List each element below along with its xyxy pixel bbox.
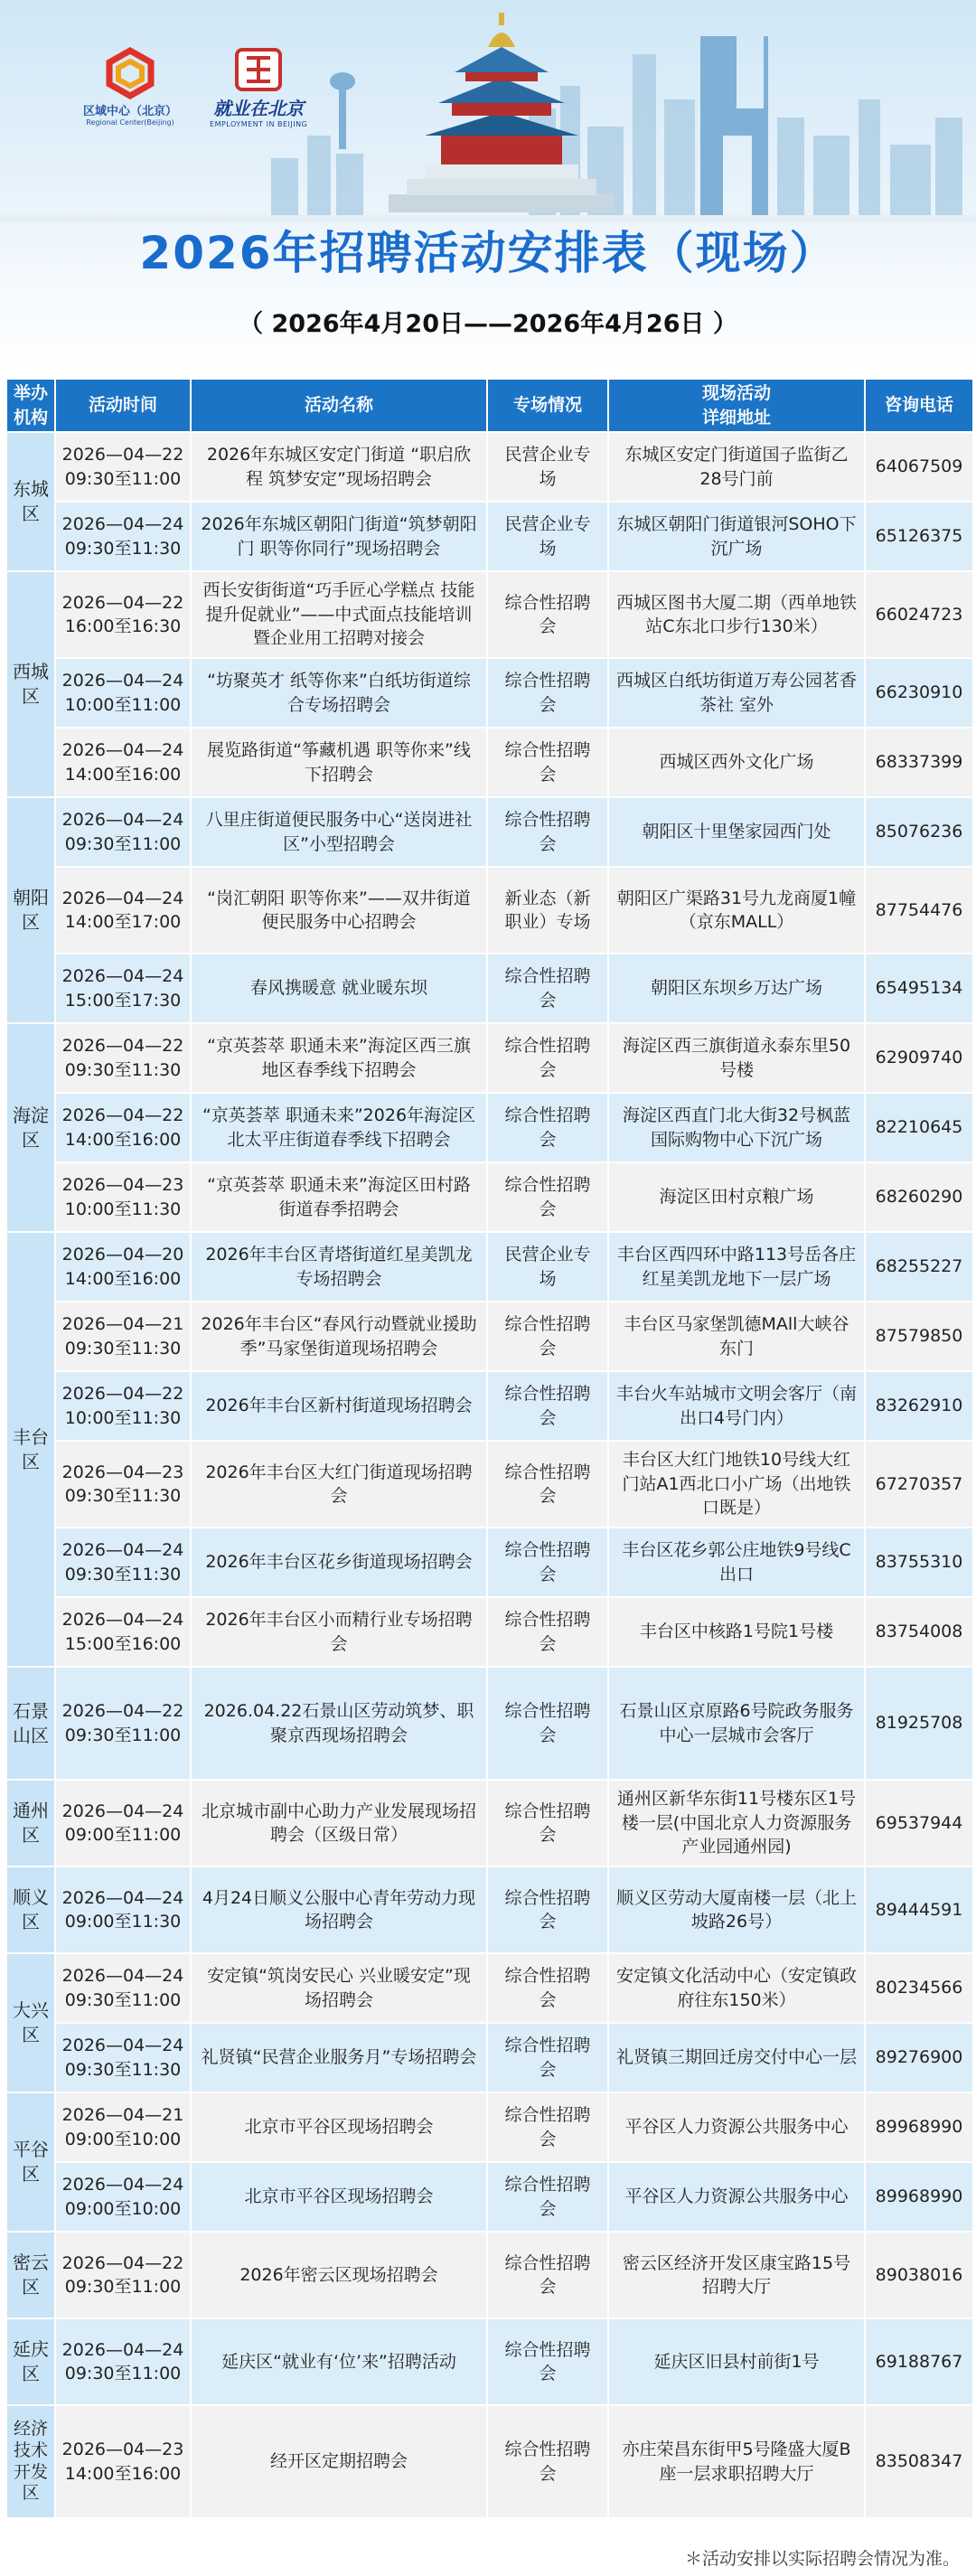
event-name-cell: 2026.04.22石景山区劳动筑梦、职聚京西现场招聘会 — [191, 1667, 487, 1780]
event-phone-cell: 85076236 — [865, 797, 973, 867]
event-type-cell: 综合性招聘会 — [487, 954, 608, 1023]
event-name-cell: 2026年丰台区“春风行动暨就业援助季”马家堡街道现场招聘会 — [191, 1302, 487, 1371]
event-type-cell: 综合性招聘会 — [487, 2092, 608, 2162]
event-phone-cell: 68337399 — [865, 728, 973, 797]
event-date: 2026—04—24 — [61, 1887, 184, 1908]
event-name-cell: 2026年丰台区新村街道现场招聘会 — [191, 1371, 487, 1441]
time-cell — [55, 2232, 191, 2318]
time-cell — [55, 1528, 191, 1597]
employment-beijing-logo — [210, 47, 307, 128]
time-cell — [55, 2162, 191, 2232]
event-address-cell: 石景山区京原路6号院政务服务中心一层城市会客厅 — [608, 1667, 865, 1780]
event-phone-cell: 83755310 — [865, 1528, 973, 1597]
event-phone-cell: 89968990 — [865, 2162, 973, 2232]
regional-center-name-en: Regional Center(Beijing) — [86, 118, 174, 127]
event-time: 09:30至11:00 — [64, 2364, 182, 2384]
event-phone-cell: 65495134 — [865, 954, 973, 1023]
event-type-cell: 民营企业专场 — [487, 1232, 608, 1302]
event-address-cell: 东城区安定门街道国子监街乙28号门前 — [608, 432, 865, 502]
event-type-cell: 综合性招聘会 — [487, 1597, 608, 1667]
header-address — [608, 379, 865, 432]
event-type-cell: 综合性招聘会 — [487, 2023, 608, 2092]
event-time: 09:30至11:00 — [64, 1725, 182, 1745]
header-address-line2: 详细地址 — [701, 407, 771, 428]
event-date: 2026—04—20 — [61, 1245, 184, 1265]
event-address-cell: 平谷区人力资源公共服务中心 — [608, 2092, 865, 2162]
regional-center-logo — [83, 47, 177, 127]
event-type-cell: 综合性招聘会 — [487, 1093, 608, 1162]
time-cell — [55, 571, 191, 658]
event-name-cell: 春风携暖意 就业暖东坝 — [191, 954, 487, 1023]
table-row — [6, 1371, 973, 1441]
event-type-cell: 综合性招聘会 — [487, 1371, 608, 1441]
time-cell — [55, 867, 191, 954]
event-name-cell: 延庆区“就业有‘位’来”招聘活动 — [191, 2318, 487, 2405]
event-time: 14:00至16:00 — [64, 1268, 182, 1289]
table-row — [6, 1667, 973, 1780]
event-address-cell: 安定镇文化活动中心（安定镇政府往东150米） — [608, 1953, 865, 2023]
event-date: 2026—04—24 — [61, 2035, 184, 2056]
time-cell — [55, 658, 191, 728]
table-row — [6, 1866, 973, 1953]
event-phone-cell: 66024723 — [865, 571, 973, 658]
event-name-cell: 北京市平谷区现场招聘会 — [191, 2162, 487, 2232]
table-row — [6, 2232, 973, 2318]
header-time: 活动时间 — [55, 379, 191, 432]
event-name-cell: 2026年丰台区青塔街道红星美凯龙专场招聘会 — [191, 1232, 487, 1302]
event-date: 2026—04—24 — [61, 1540, 184, 1561]
time-cell — [55, 1441, 191, 1528]
event-address-cell: 丰台火车站城市文明会客厅（南出口4号门内） — [608, 1371, 865, 1441]
event-type-cell: 综合性招聘会 — [487, 2232, 608, 2318]
event-phone-cell: 89038016 — [865, 2232, 973, 2318]
event-address-cell: 密云区经济开发区康宝路15号招聘大厅 — [608, 2232, 865, 2318]
event-time: 09:30至11:30 — [64, 1486, 182, 1507]
employment-beijing-name-en: EMPLOYMENT IN BEIJING — [210, 120, 308, 128]
org-cell: 经济技术开发区 — [6, 2405, 55, 2518]
event-name-cell: 4月24日顺义公服中心青年劳动力现场招聘会 — [191, 1866, 487, 1953]
event-address-cell: 延庆区旧县村前街1号 — [608, 2318, 865, 2405]
event-address-cell: 丰台区西四环中路113号岳各庄红星美凯龙地下一层广场 — [608, 1232, 865, 1302]
event-date: 2026—04—24 — [61, 966, 184, 987]
event-name-cell: 展览路街道“筝藏机遇 职等你来”线下招聘会 — [191, 728, 487, 797]
event-date: 2026—04—24 — [61, 810, 184, 831]
org-cell: 延庆区 — [6, 2318, 55, 2405]
event-time: 16:00至16:30 — [64, 616, 182, 637]
table-row — [6, 867, 973, 954]
time-cell — [55, 1023, 191, 1093]
event-time: 10:00至11:00 — [64, 694, 182, 715]
event-phone-cell: 89444591 — [865, 1866, 973, 1953]
table-row — [6, 2318, 973, 2405]
page-header — [0, 0, 976, 372]
table-row — [6, 728, 973, 797]
event-phone-cell: 69537944 — [865, 1780, 973, 1866]
time-cell — [55, 2318, 191, 2405]
table-row — [6, 1780, 973, 1866]
event-time: 15:00至16:00 — [64, 1633, 182, 1654]
org-cell: 密云区 — [6, 2232, 55, 2318]
org-cell: 大兴区 — [6, 1953, 55, 2092]
time-cell — [55, 1780, 191, 1866]
event-type-cell: 综合性招聘会 — [487, 1953, 608, 2023]
event-phone-cell: 83754008 — [865, 1597, 973, 1667]
event-date: 2026—04—22 — [61, 1105, 184, 1126]
event-name-cell: 北京城市副中心助力产业发展现场招聘会（区级日常） — [191, 1780, 487, 1866]
table-header-row — [6, 379, 973, 432]
event-type-cell: 综合性招聘会 — [487, 2318, 608, 2405]
time-cell — [55, 1953, 191, 2023]
event-time: 09:30至11:00 — [64, 1989, 182, 2010]
event-date: 2026—04—24 — [61, 514, 184, 535]
employment-beijing-logo-icon — [234, 47, 283, 92]
event-date: 2026—04—24 — [61, 1966, 184, 1987]
event-time: 09:30至11:30 — [64, 1059, 182, 1080]
event-time: 09:30至11:00 — [64, 2277, 182, 2298]
org-cell: 丰台区 — [6, 1232, 55, 1667]
event-address-cell: 丰台区大红门地铁10号线大红门站A1西北口小广场（出地铁口既是） — [608, 1441, 865, 1528]
event-date: 2026—04—21 — [61, 1314, 184, 1335]
table-row — [6, 1093, 973, 1162]
time-cell — [55, 2023, 191, 2092]
time-cell — [55, 797, 191, 867]
event-name-cell: “坊聚英才 纸等你来”白纸坊街道综合专场招聘会 — [191, 658, 487, 728]
org-cell: 通州区 — [6, 1780, 55, 1866]
time-cell — [55, 1302, 191, 1371]
event-address-cell: 朝阳区东坝乡万达广场 — [608, 954, 865, 1023]
table-body — [6, 432, 973, 2518]
event-name-cell: 2026年丰台区花乡街道现场招聘会 — [191, 1528, 487, 1597]
event-time: 09:30至11:00 — [64, 468, 182, 489]
event-date: 2026—04—24 — [61, 2175, 184, 2195]
event-name-cell: 2026年东城区朝阳门街道“筑梦朝阳门 职等你同行”现场招聘会 — [191, 502, 487, 571]
table-row — [6, 1302, 973, 1371]
event-date: 2026—04—22 — [61, 592, 184, 613]
time-cell — [55, 1232, 191, 1302]
event-phone-cell: 67270357 — [865, 1441, 973, 1528]
header-org-line2: 机构 — [13, 407, 48, 428]
event-name-cell: 2026年丰台区小而精行业专场招聘会 — [191, 1597, 487, 1667]
time-cell — [55, 1597, 191, 1667]
event-address-cell: 平谷区人力资源公共服务中心 — [608, 2162, 865, 2232]
org-cell: 海淀区 — [6, 1023, 55, 1232]
event-time: 09:00至11:00 — [64, 1825, 182, 1846]
event-date: 2026—04—22 — [61, 2252, 184, 2273]
event-address-cell: 通州区新华东街11号楼东区1号楼一层(中国北京人力资源服务产业园通州园) — [608, 1780, 865, 1866]
table-row — [6, 1441, 973, 1528]
org-cell: 平谷区 — [6, 2092, 55, 2232]
footnote: ＊活动安排以实际招聘会情况为准。 — [684, 2549, 960, 2569]
event-address-cell: 西城区西外文化广场 — [608, 728, 865, 797]
event-name-cell: 2026年密云区现场招聘会 — [191, 2232, 487, 2318]
event-phone-cell: 83508347 — [865, 2405, 973, 2518]
event-time: 14:00至17:00 — [64, 912, 182, 933]
event-phone-cell: 87579850 — [865, 1302, 973, 1371]
event-date: 2026—04—21 — [61, 2105, 184, 2126]
event-address-cell: 海淀区田村京粮广场 — [608, 1162, 865, 1232]
event-phone-cell: 69188767 — [865, 2318, 973, 2405]
event-address-cell: 西城区图书大厦二期（西单地铁站C东北口步行130米） — [608, 571, 865, 658]
header-type: 专场情况 — [487, 379, 608, 432]
event-phone-cell: 64067509 — [865, 432, 973, 502]
event-type-cell: 综合性招聘会 — [487, 1302, 608, 1371]
event-phone-cell: 65126375 — [865, 502, 973, 571]
header-phone: 咨询电话 — [865, 379, 973, 432]
event-type-cell: 新业态（新职业）专场 — [487, 867, 608, 954]
time-cell — [55, 1667, 191, 1780]
event-type-cell: 综合性招聘会 — [487, 2405, 608, 2518]
event-address-cell: 丰台区花乡郭公庄地铁9号线C出口 — [608, 1528, 865, 1597]
event-type-cell: 综合性招聘会 — [487, 571, 608, 658]
table-row — [6, 797, 973, 867]
event-address-cell: 海淀区西三旗街道永泰东里50号楼 — [608, 1023, 865, 1093]
header-org — [6, 379, 55, 432]
event-address-cell: 顺义区劳动大厦南楼一层（北上坡路26号） — [608, 1866, 865, 1953]
event-time: 09:30至11:30 — [64, 538, 182, 559]
time-cell — [55, 1371, 191, 1441]
event-time: 14:00至16:00 — [64, 764, 182, 785]
event-address-cell: 朝阳区广渠路31号九龙商厦1幢（京东MALL） — [608, 867, 865, 954]
time-cell — [55, 2092, 191, 2162]
event-type-cell: 综合性招聘会 — [487, 1780, 608, 1866]
table-row — [6, 1528, 973, 1597]
event-name-cell: “京英荟萃 职通未来”海淀区田村路街道春季招聘会 — [191, 1162, 487, 1232]
event-address-cell: 西城区白纸坊街道万寿公园茗香茶社 室外 — [608, 658, 865, 728]
event-date: 2026—04—24 — [61, 671, 184, 691]
event-time: 09:00至10:00 — [64, 2129, 182, 2149]
event-type-cell: 综合性招聘会 — [487, 1528, 608, 1597]
event-time: 10:00至11:30 — [64, 1199, 182, 1219]
org-cell: 东城区 — [6, 432, 55, 571]
table-row — [6, 2092, 973, 2162]
event-date: 2026—04—23 — [61, 2440, 184, 2460]
event-type-cell: 民营企业专场 — [487, 502, 608, 571]
header-org-line1: 举办 — [13, 383, 48, 403]
event-phone-cell: 87754476 — [865, 867, 973, 954]
event-time: 15:00至17:30 — [64, 990, 182, 1011]
event-name-cell: “岗汇朝阳 职等你来”——双井街道便民服务中心招聘会 — [191, 867, 487, 954]
event-type-cell: 综合性招聘会 — [487, 728, 608, 797]
event-date: 2026—04—24 — [61, 888, 184, 908]
event-date: 2026—04—22 — [61, 1036, 184, 1057]
event-type-cell: 综合性招聘会 — [487, 1866, 608, 1953]
event-phone-cell: 89276900 — [865, 2023, 973, 2092]
time-cell — [55, 954, 191, 1023]
event-phone-cell: 66230910 — [865, 658, 973, 728]
time-cell — [55, 1093, 191, 1162]
event-name-cell: 北京市平谷区现场招聘会 — [191, 2092, 487, 2162]
logo-group — [83, 47, 307, 128]
event-phone-cell: 62909740 — [865, 1023, 973, 1093]
event-time: 09:00至11:30 — [64, 1912, 182, 1932]
event-time: 09:30至11:00 — [64, 833, 182, 854]
event-name-cell: 八里庄街道便民服务中心“送岗进社区”小型招聘会 — [191, 797, 487, 867]
event-phone-cell: 82210645 — [865, 1093, 973, 1162]
event-name-cell: 礼贤镇“民营企业服务月”专场招聘会 — [191, 2023, 487, 2092]
event-address-cell: 东城区朝阳门街道银河SOHO下沉广场 — [608, 502, 865, 571]
date-range-subtitle: （ 2026年4月20日——2026年4月26日 ） — [239, 310, 737, 338]
event-date: 2026—04—24 — [61, 2339, 184, 2360]
event-address-cell: 朝阳区十里堡家园西门处 — [608, 797, 865, 867]
event-phone-cell: 89968990 — [865, 2092, 973, 2162]
event-date: 2026—04—22 — [61, 1384, 184, 1405]
org-cell: 顺义区 — [6, 1866, 55, 1953]
event-time: 09:00至10:00 — [64, 2198, 182, 2219]
event-time: 14:00至16:00 — [64, 2463, 182, 2484]
event-type-cell: 综合性招聘会 — [487, 1441, 608, 1528]
event-address-cell: 礼贤镇三期回迁房交付中心一层 — [608, 2023, 865, 2092]
time-cell — [55, 728, 191, 797]
event-name-cell: “京英荟萃 职通未来”2026年海淀区北太平庄街道春季线下招聘会 — [191, 1093, 487, 1162]
event-type-cell: 综合性招聘会 — [487, 2162, 608, 2232]
event-time: 09:30至11:30 — [64, 1338, 182, 1359]
time-cell — [55, 502, 191, 571]
page-title: 2026年招聘活动安排表（现场） — [139, 227, 837, 279]
event-date: 2026—04—22 — [61, 1701, 184, 1722]
event-phone-cell: 81925708 — [865, 1667, 973, 1780]
table-row — [6, 2023, 973, 2092]
event-date: 2026—04—23 — [61, 1175, 184, 1196]
event-time: 10:00至11:30 — [64, 1407, 182, 1428]
event-time: 09:30至11:30 — [64, 1564, 182, 1584]
org-cell: 西城区 — [6, 571, 55, 797]
event-date: 2026—04—23 — [61, 1462, 184, 1482]
event-phone-cell: 68260290 — [865, 1162, 973, 1232]
event-phone-cell: 68255227 — [865, 1232, 973, 1302]
event-date: 2026—04—22 — [61, 445, 184, 465]
time-cell — [55, 2405, 191, 2518]
header-name: 活动名称 — [191, 379, 487, 432]
table-row — [6, 2162, 973, 2232]
time-cell — [55, 432, 191, 502]
table-row — [6, 502, 973, 571]
event-address-cell: 丰台区中核路1号院1号楼 — [608, 1597, 865, 1667]
event-phone-cell: 80234566 — [865, 1953, 973, 2023]
event-type-cell: 综合性招聘会 — [487, 1023, 608, 1093]
time-cell — [55, 1162, 191, 1232]
header-address-line1: 现场活动 — [701, 383, 771, 403]
employment-beijing-name: 就业在北京 — [213, 98, 305, 119]
event-time: 14:00至16:00 — [64, 1129, 182, 1150]
event-date: 2026—04—24 — [61, 1800, 184, 1821]
event-name-cell: 西长安街街道“巧手匠心学糕点 技能提升促就业”——中式面点技能培训暨企业用工招聘对接会 — [191, 571, 487, 658]
event-name-cell: 2026年东城区安定门街道 “职启欣程 筑梦安定”现场招聘会 — [191, 432, 487, 502]
event-time: 09:30至11:30 — [64, 2059, 182, 2080]
event-address-cell: 丰台区马家堡凯德MAll大峡谷东门 — [608, 1302, 865, 1371]
event-name-cell: 安定镇“筑岗安民心 兴业暖安定”现场招聘会 — [191, 1953, 487, 2023]
event-type-cell: 综合性招聘会 — [487, 658, 608, 728]
org-cell: 朝阳区 — [6, 797, 55, 1023]
table-row — [6, 432, 973, 502]
event-name-cell: “京英荟萃 职通未来”海淀区西三旗地区春季线下招聘会 — [191, 1023, 487, 1093]
table-row — [6, 1162, 973, 1232]
table-row — [6, 1953, 973, 2023]
recruitment-schedule-table — [5, 378, 974, 2519]
table-row — [6, 1597, 973, 1667]
table-row — [6, 2405, 973, 2518]
event-date: 2026—04—24 — [61, 740, 184, 761]
regional-center-name: 区域中心（北京） — [83, 105, 178, 118]
event-date: 2026—04—24 — [61, 1610, 184, 1631]
org-cell: 石景山区 — [6, 1667, 55, 1780]
event-type-cell: 综合性招聘会 — [487, 797, 608, 867]
event-address-cell: 亦庄荣昌东街甲5号隆盛大厦B座一层求职招聘大厅 — [608, 2405, 865, 2518]
table-row — [6, 954, 973, 1023]
event-type-cell: 综合性招聘会 — [487, 1667, 608, 1780]
event-phone-cell: 83262910 — [865, 1371, 973, 1441]
table-row — [6, 658, 973, 728]
table-row — [6, 571, 973, 658]
regional-center-logo-icon — [104, 47, 156, 99]
event-name-cell: 2026年丰台区大红门街道现场招聘会 — [191, 1441, 487, 1528]
event-type-cell: 民营企业专场 — [487, 432, 608, 502]
table-row — [6, 1023, 973, 1093]
event-name-cell: 经开区定期招聘会 — [191, 2405, 487, 2518]
time-cell — [55, 1866, 191, 1953]
event-address-cell: 海淀区西直门北大街32号枫蓝国际购物中心下沉广场 — [608, 1093, 865, 1162]
event-type-cell: 综合性招聘会 — [487, 1162, 608, 1232]
table-row — [6, 1232, 973, 1302]
